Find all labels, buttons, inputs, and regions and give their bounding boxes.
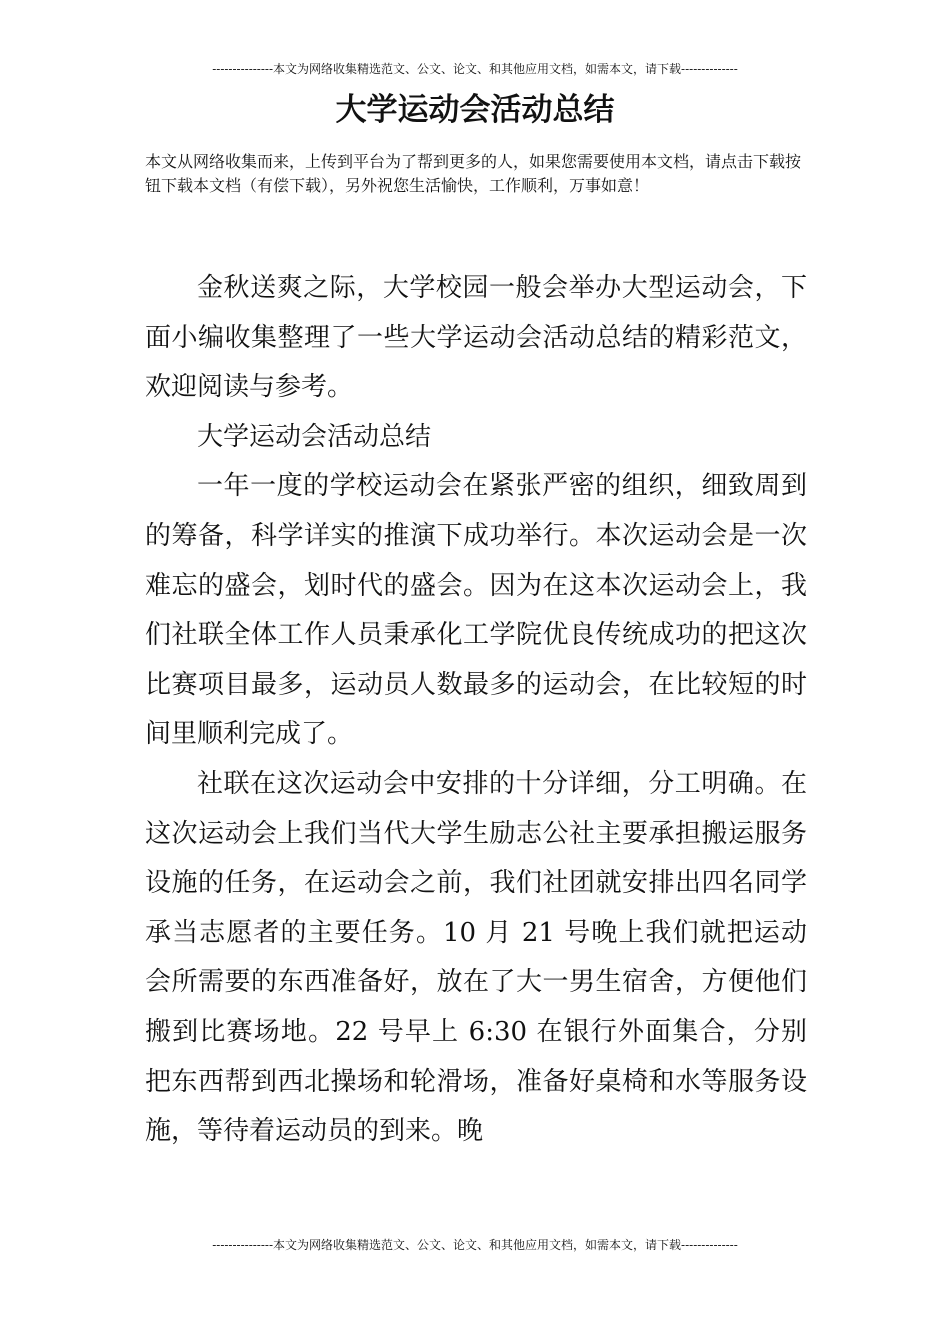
header-note: ---------------本文为网络收集精选范文、公文、论文、和其他应用文档，如需本文，请下载-------------- — [212, 62, 738, 76]
section-heading: 大学运动会活动总结 — [197, 421, 432, 452]
document-body — [145, 264, 807, 1157]
paragraph-1: 一年一度的学校运动会在紧张严密的组织，细致周到的筹备，科学详实的推演下成功举行。本次运动会是一次难忘的盛会，划时代的盛会。因为在这本次运动会上，我们社联全体工作人员秉承化工学院优良传统成功的把这次比赛项目最多，运动员人数最多的运动会，在比较短的时间里顺利完成了。 — [145, 471, 807, 750]
paragraph-intro: 金秋送爽之际，大学校园一般会举办大型运动会，下面小编收集整理了一些大学运动会活动总结的精彩范文，欢迎阅读与参考。 — [145, 273, 807, 403]
paragraph-2: 社联在这次运动会中安排的十分详细，分工明确。在这次运动会上我们当代大学生励志公社主要承担搬运服务设施的任务，在运动会之前，我们社团就安排出四名同学承当志愿者的主要任务。10 月 21 号晚上我们就把运动会所需要的东西准备好，放在了大一男生宿舍，方便他们搬到比赛场地。22 号早上 6:30 在银行外面集合，分别把东西帮到西北操场和轮滑场，准备好桌椅和水等服务设施，等待着运动员的到来。晚 — [145, 768, 807, 1147]
disclaimer-text: 本文从网络收集而来，上传到平台为了帮到更多的人，如果您需要使用本文档，请点击下载按钮下载本文档（有偿下载），另外祝您生活愉快，工作顺利，万事如意！ — [145, 152, 802, 195]
footer-note: ---------------本文为网络收集精选范文、公文、论文、和其他应用文档，如需本文，请下载-------------- — [212, 1238, 738, 1252]
document-title: 大学运动会活动总结 — [335, 92, 615, 128]
